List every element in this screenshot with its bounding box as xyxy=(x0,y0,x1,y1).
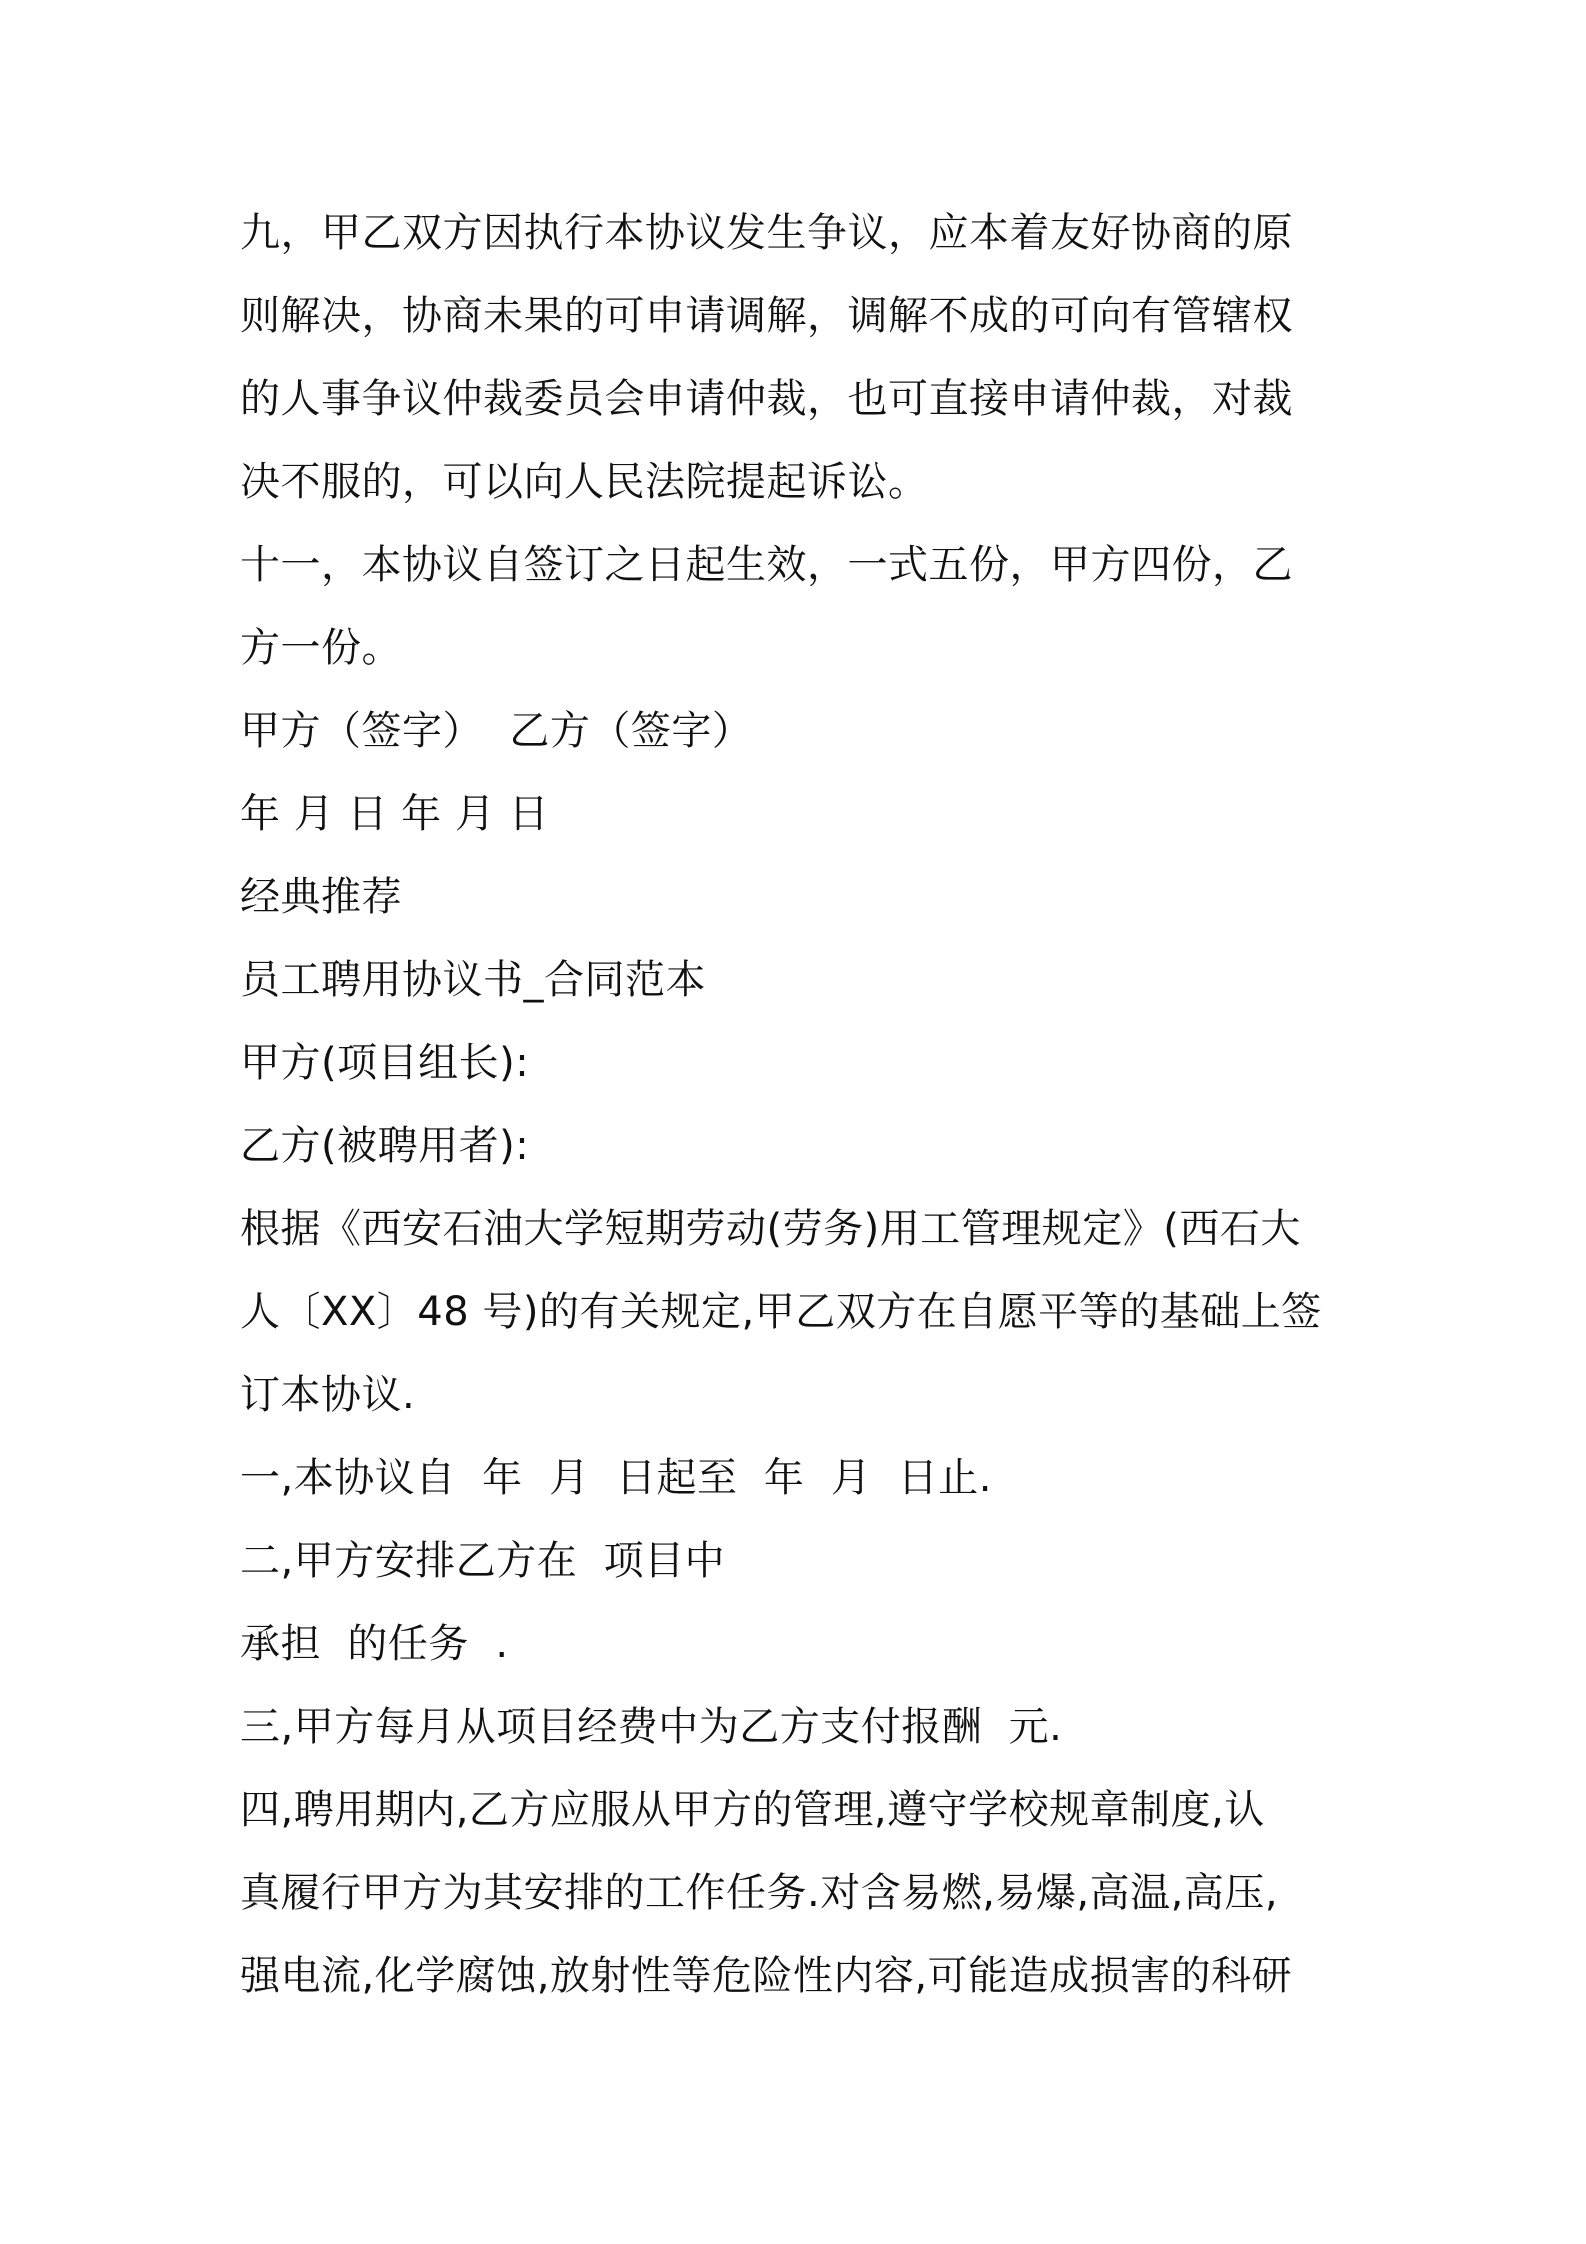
paragraph-line: 十一，本协议自签订之日起生效，一式五份，甲方四份，乙 xyxy=(240,542,1293,588)
party-b-label: 乙方(被聘用者): xyxy=(240,1123,530,1169)
party-a-label: 甲方(项目组长): xyxy=(240,1040,530,1086)
clause-line: 强电流,化学腐蚀,放射性等危险性内容,可能造成损害的科研 xyxy=(240,1953,1293,1999)
clause-line: 真履行甲方为其安排的工作任务.对含易燃,易爆,高温,高压, xyxy=(240,1870,1279,1916)
clause-line: 承担 的任务 . xyxy=(240,1621,509,1667)
document-body xyxy=(240,192,1360,2018)
document-title: 员工聘用协议书_合同范本 xyxy=(240,957,706,1003)
clause-line: 四,聘用期内,乙方应服从甲方的管理,遵守学校规章制度,认 xyxy=(240,1787,1265,1833)
paragraph-line: 订本协议. xyxy=(240,1372,416,1418)
paragraph-line: 九，甲乙双方因执行本协议发生争议，应本着友好协商的原 xyxy=(240,210,1293,256)
paragraph-line: 人〔XX〕48 号)的有关规定,甲乙双方在自愿平等的基础上签 xyxy=(240,1289,1322,1335)
clause-line: 二,甲方安排乙方在 项目中 xyxy=(240,1538,726,1584)
paragraph-line: 方一份。 xyxy=(240,625,402,671)
signature-line: 甲方（签字） 乙方（签字） xyxy=(240,708,753,754)
clause-line: 一,本协议自 年 月 日起至 年 月 日止. xyxy=(240,1455,993,1501)
paragraph-line: 根据《西安石油大学短期劳动(劳务)用工管理规定》(西石大 xyxy=(240,1206,1301,1252)
section-heading: 经典推荐 xyxy=(240,874,402,920)
paragraph-line: 则解决，协商未果的可申请调解，调解不成的可向有管辖权 xyxy=(240,293,1293,339)
date-line: 年 月 日 年 月 日 xyxy=(240,791,550,837)
clause-line: 三,甲方每月从项目经费中为乙方支付报酬 元. xyxy=(240,1704,1063,1750)
paragraph-line: 的人事争议仲裁委员会申请仲裁，也可直接申请仲裁，对裁 xyxy=(240,376,1293,422)
paragraph-line: 决不服的，可以向人民法院提起诉讼。 xyxy=(240,459,929,505)
